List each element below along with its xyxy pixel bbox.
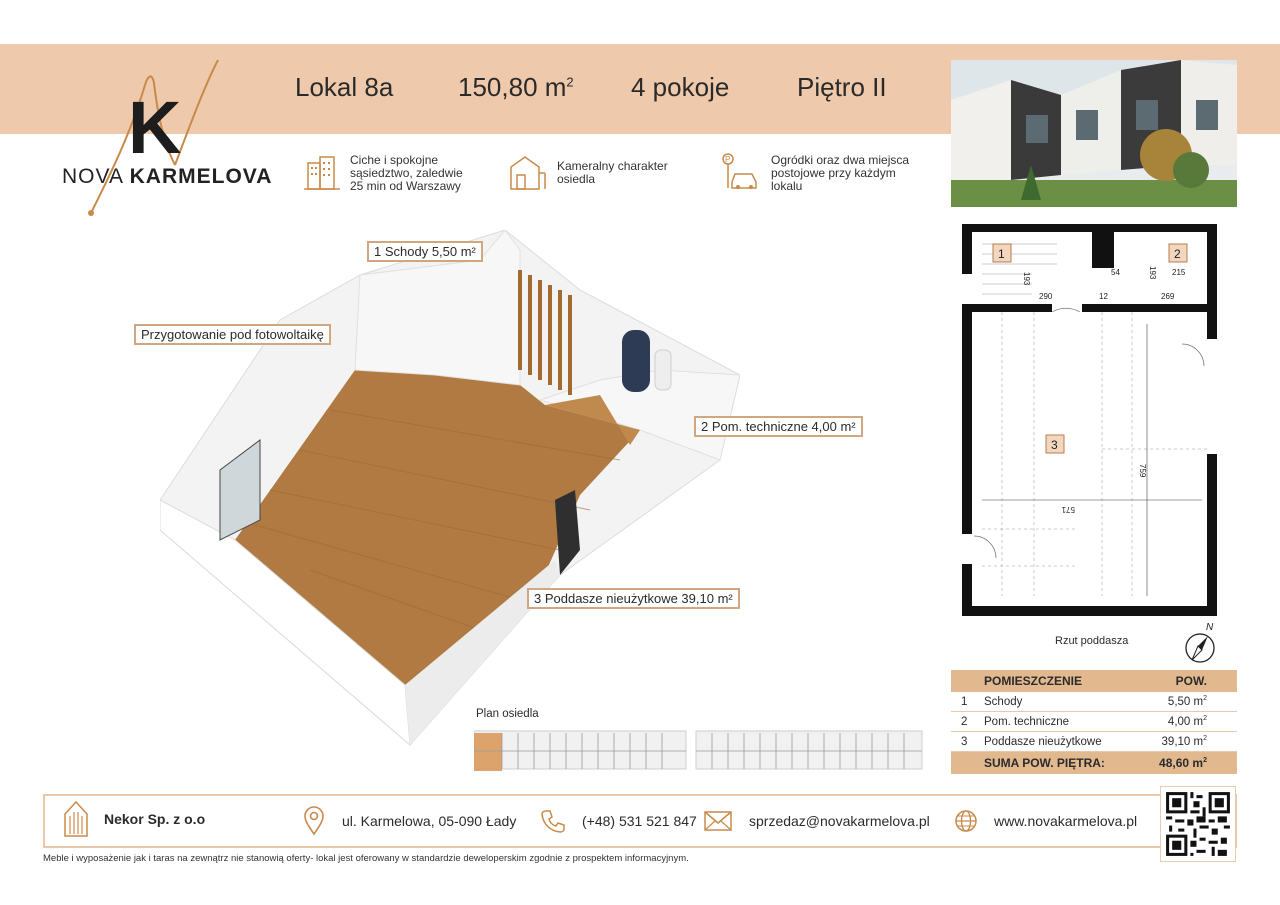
dim-290: 290 <box>1039 292 1053 301</box>
plan-room-3: 3 <box>1051 438 1058 452</box>
phone-link[interactable]: (+48) 531 521 847 <box>582 813 697 829</box>
location-pin-icon <box>303 806 325 836</box>
table-row: 3 Poddasze nieużytkowe 39,10 $m^2$ <box>951 732 1237 752</box>
dim-215: 215 <box>1172 268 1186 277</box>
building-icon <box>302 153 342 193</box>
svg-text:N: N <box>1206 622 1214 633</box>
table-sum-row: SUMA POW. PIĘTRA: 48,60 $m^2$ <box>951 752 1237 774</box>
unit-number: Lokal 8a <box>295 72 394 102</box>
address: ul. Karmelowa, 05-090 Łady <box>342 813 517 829</box>
hero-photo <box>951 60 1237 207</box>
phone-icon <box>540 808 566 834</box>
dim-269: 269 <box>1161 292 1175 301</box>
disclaimer: Meble i wyposażenie jak i taras na zewnątrz nie stanowią oferty- lokal jest oferowany w standardzie deweloperskim zgodnie z prospektem informacyjnym. <box>43 853 689 864</box>
globe-icon <box>954 809 978 833</box>
website-link[interactable]: www.novakarmelova.pl <box>994 813 1138 829</box>
table-header: POMIESZCZENIE POW. <box>951 670 1237 692</box>
company-logo-icon <box>63 800 89 838</box>
label-technical-room: 2 Pom. techniczne 4,00 m² <box>694 416 863 437</box>
table-row: 1 Schody 5,50 $m^2$ <box>951 692 1237 712</box>
plan-room-1: 1 <box>998 247 1005 261</box>
dim-571: 571 <box>1061 505 1075 514</box>
mail-icon <box>704 810 732 832</box>
feature-text-gardens: Ogródki oraz dwa miejsca postojowe przy każdym lokalu <box>771 153 910 193</box>
parking-car-icon <box>720 152 760 192</box>
dim-193-a: 193 <box>1022 272 1031 286</box>
label-stairs: 1 Schody 5,50 m² <box>367 241 483 262</box>
floor-label: Piętro II <box>797 72 887 102</box>
label-photovoltaics: Przygotowanie pod fotowoltaikę <box>134 324 331 345</box>
site-plan-map <box>474 727 926 773</box>
compass-icon <box>1182 620 1222 664</box>
company-name: Nekor Sp. z o.o <box>104 811 206 827</box>
label-attic: 3 Poddasze nieużytkowe 39,10 m² <box>527 588 740 609</box>
room-table <box>951 670 1237 774</box>
dim-54: 54 <box>1111 268 1120 277</box>
dim-759: 759 <box>1138 464 1147 478</box>
site-plan-caption: Plan osiedla <box>476 708 539 720</box>
qr-code[interactable] <box>1160 786 1236 862</box>
floor-plan <box>962 224 1217 616</box>
logo-mark <box>70 55 240 220</box>
room-count: 4 pokoje <box>631 72 730 102</box>
dim-12: 12 <box>1099 292 1108 301</box>
table-row: 2 Pom. techniczne 4,00 $m^2$ <box>951 712 1237 732</box>
unit-area: 150,80 $m^2$ <box>458 72 574 102</box>
house-icon <box>507 153 547 193</box>
floor-render-3d <box>160 230 740 750</box>
plan-caption: Rzut poddasza <box>1055 635 1129 647</box>
email-link[interactable]: sprzedaz@novakarmelova.pl <box>749 813 930 829</box>
feature-text-neighbourhood: Ciche i spokojne sąsiedztwo, zaledwie 25 min od Warszawy <box>350 153 463 193</box>
logo-letter: K <box>128 86 182 169</box>
plan-room-2: 2 <box>1174 247 1181 261</box>
svg-text:P: P <box>725 155 731 164</box>
feature-text-estate: Kameralny charakter osiedla <box>557 159 668 186</box>
brand-name: NOVA KARMELOVA <box>62 165 273 188</box>
dim-193-b: 193 <box>1148 266 1157 280</box>
